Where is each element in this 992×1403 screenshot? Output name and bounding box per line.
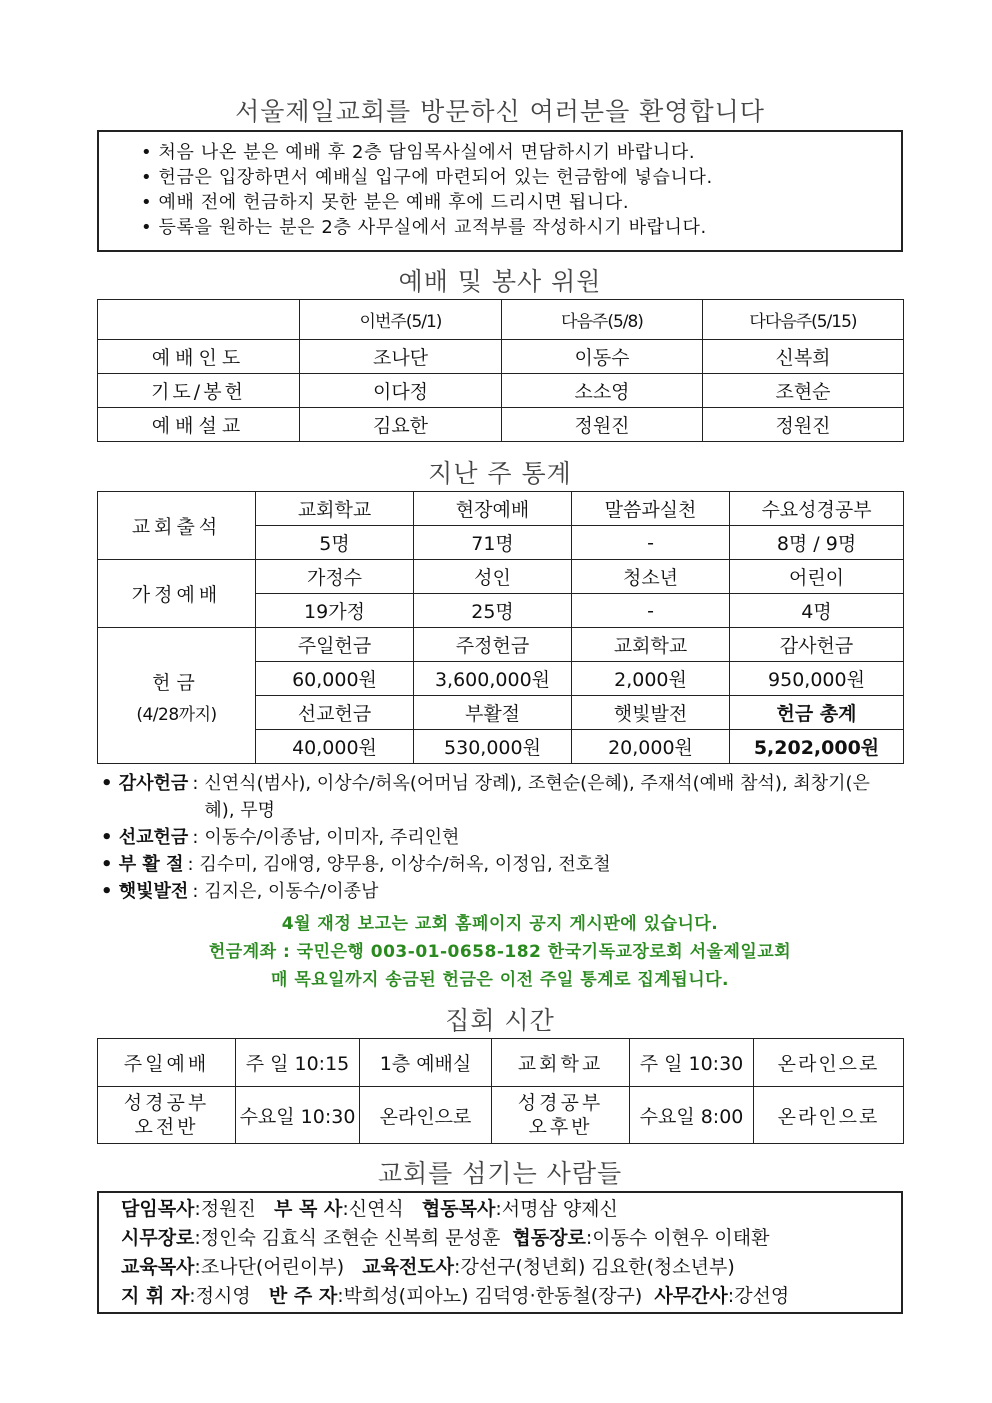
stats-header: 현장예배: [414, 492, 572, 526]
donor-row: [101, 878, 907, 905]
service-role: 기도/봉헌: [98, 374, 300, 408]
attendance-label: 교회출석: [98, 492, 256, 560]
staff-role: 협동목사: [421, 1198, 496, 1220]
donor-sep: :: [192, 773, 199, 794]
stats-value: 4명: [730, 594, 904, 628]
stats-header: 성인: [414, 560, 572, 594]
meeting-name: 성경공부 오전반: [98, 1087, 236, 1144]
stats-header: 주정헌금: [414, 628, 572, 662]
service-cell: 이다정: [300, 374, 502, 408]
announcements: [97, 910, 903, 994]
donor-label: • 선교헌금: [101, 827, 189, 848]
stats-value: 8명 / 9명: [730, 526, 904, 560]
stats-value: 71명: [414, 526, 572, 560]
welcome-item: • 등록을 원하는 분은 2층 사무실에서 교적부를 작성하시기 바랍니다.: [141, 217, 707, 238]
donor-label: • 감사헌금: [101, 773, 189, 794]
stats-value: 25명: [414, 594, 572, 628]
welcome-item: • 처음 나온 분은 예배 후 2층 담임목사실에서 면담하시기 바랍니다.: [141, 142, 696, 163]
service-cell: 소소영: [502, 374, 703, 408]
donor-row: [101, 824, 907, 851]
offering-total-value: 5,202,000원: [730, 730, 904, 764]
stats-value: 3,600,000원: [414, 662, 572, 696]
stats-header: 선교헌금: [256, 696, 414, 730]
service-cell: 조현순: [703, 374, 904, 408]
meeting-place: 온라인으로: [360, 1087, 492, 1144]
stats-table: [97, 491, 904, 764]
staff-names: :정원진: [194, 1198, 256, 1220]
donor-text: 김수미, 김애영, 양무용, 이상수/허옥, 이정임, 전호철: [199, 854, 611, 875]
staff-role: 반 주 자: [268, 1285, 338, 1307]
staff-title: 교회를 섬기는 사람들: [377, 1159, 623, 1188]
announce-line: 매 목요일까지 송금된 헌금은 이전 주일 통계로 집계됩니다.: [270, 970, 729, 990]
stats-header: 부활절: [414, 696, 572, 730]
donor-text: 김지은, 이동수/이종남: [204, 881, 379, 902]
staff-line: [121, 1224, 901, 1253]
welcome-title: 서울제일교회를 방문하신 여러분을 환영합니다: [235, 97, 765, 126]
staff-names: :정인숙 김효식 조현순 신복희 문성훈: [194, 1227, 501, 1249]
staff-line: [121, 1195, 901, 1224]
service-table: [97, 299, 904, 442]
offering-total-header: 헌금 총계: [730, 696, 904, 730]
service-header: 이번주(5/1): [300, 300, 502, 340]
staff-role: 협동장로: [512, 1227, 586, 1249]
announce-line: 4월 재정 보고는 교회 홈페이지 공지 게시판에 있습니다.: [281, 914, 719, 934]
donor-sep: :: [192, 881, 199, 902]
meeting-name: 주일예배: [98, 1039, 236, 1087]
donor-label: • 햇빛발전: [101, 881, 189, 902]
stats-value: 2,000원: [572, 662, 730, 696]
stats-header: 주일헌금: [256, 628, 414, 662]
stats-header: 어린이: [730, 560, 904, 594]
staff-role: 시무장로: [121, 1227, 195, 1249]
donor-sep: :: [187, 854, 194, 875]
service-role: 예배설교: [98, 408, 300, 442]
staff-names: :신연식: [342, 1198, 404, 1220]
staff-names: :강선구(청년회) 김요한(청소년부): [454, 1256, 735, 1278]
service-cell: 조나단: [300, 340, 502, 374]
staff-line: [121, 1282, 901, 1311]
staff-role: 교육전도사: [362, 1256, 455, 1278]
stats-header: 교회학교: [256, 492, 414, 526]
stats-header: 가정수: [256, 560, 414, 594]
stats-value: -: [572, 526, 730, 560]
service-role: 예배인도: [98, 340, 300, 374]
donor-label: • 부 활 절: [101, 854, 184, 875]
donor-row: [101, 770, 907, 824]
meeting-time: 주 일 10:15: [236, 1039, 360, 1087]
staff-role: 교육목사: [121, 1256, 195, 1278]
meeting-place: 온라인으로: [754, 1039, 904, 1087]
staff-names: :이동수 이현우 이태환: [585, 1227, 770, 1249]
service-header: 다다음주(5/15): [703, 300, 904, 340]
meeting-time: 주 일 10:30: [630, 1039, 754, 1087]
stats-header: 교회학교: [572, 628, 730, 662]
service-cell: 정원진: [502, 408, 703, 442]
welcome-notice-box: [97, 130, 903, 252]
staff-names: :정시영: [189, 1285, 251, 1307]
stats-title: 지난 주 통계: [428, 459, 572, 488]
offering-label-cell: [98, 628, 256, 764]
welcome-item: • 헌금은 입장하면서 예배실 입구에 마련되어 있는 헌금함에 넣습니다.: [141, 167, 713, 188]
staff-role: 지 휘 자: [121, 1285, 190, 1307]
stats-value: 5명: [256, 526, 414, 560]
meeting-time: 수요일 10:30: [236, 1087, 360, 1144]
meeting-time: 수요일 8:00: [630, 1087, 754, 1144]
service-header: [98, 300, 300, 340]
service-cell: 신복희: [703, 340, 904, 374]
stats-value: 20,000원: [572, 730, 730, 764]
service-cell: 정원진: [703, 408, 904, 442]
donor-sep: :: [192, 827, 199, 848]
donor-list: [101, 770, 907, 905]
meetings-title: 집회 시간: [445, 1006, 555, 1035]
staff-role: 부 목 사: [274, 1198, 343, 1220]
offering-sublabel: (4/28까지): [136, 705, 217, 725]
donor-text: 이동수/이종남, 이미자, 주리인현: [204, 827, 460, 848]
staff-names: :조나단(어린이부): [194, 1256, 345, 1278]
stats-header: 청소년: [572, 560, 730, 594]
welcome-item: • 예배 전에 헌금하지 못한 분은 예배 후에 드리시면 됩니다.: [141, 192, 630, 213]
service-title: 예배 및 봉사 위원: [398, 267, 602, 296]
meeting-place: 온라인으로: [754, 1087, 904, 1144]
staff-names: :박희성(피아노) 김덕영·한동철(장구): [337, 1285, 643, 1307]
staff-names: :서명삼 양제신: [495, 1198, 618, 1220]
announce-line: 헌금계좌 : 국민은행 003-01-0658-182 한국기독교장로회 서울제일교회: [208, 942, 792, 962]
service-cell: 이동수: [502, 340, 703, 374]
donor-row: [101, 851, 907, 878]
meeting-place: 1층 예배실: [360, 1039, 492, 1087]
offering-label: 헌금: [152, 672, 201, 694]
family-label: 가정예배: [98, 560, 256, 628]
stats-header: 햇빛발전: [572, 696, 730, 730]
donor-text: 신연식(범사), 이상수/허옥(어머님 장례), 조현순(은혜), 주재석(예배 참석), 최창기(은혜), 무명: [204, 773, 870, 821]
service-cell: 김요한: [300, 408, 502, 442]
staff-line: [121, 1253, 901, 1282]
stats-value: 60,000원: [256, 662, 414, 696]
stats-header: 수요성경공부: [730, 492, 904, 526]
service-header: 다음주(5/8): [502, 300, 703, 340]
stats-value: -: [572, 594, 730, 628]
meeting-name: 교회학교: [492, 1039, 630, 1087]
staff-names: :강선영: [727, 1285, 790, 1307]
staff-role: 사무간사: [654, 1285, 728, 1307]
staff-role: 담임목사: [121, 1198, 195, 1220]
meeting-name: 성경공부 오후반: [492, 1087, 630, 1144]
stats-value: 19가정: [256, 594, 414, 628]
meetings-table: [97, 1038, 904, 1144]
stats-header: 말씀과실천: [572, 492, 730, 526]
staff-box: [97, 1191, 903, 1314]
stats-value: 40,000원: [256, 730, 414, 764]
stats-value: 950,000원: [730, 662, 904, 696]
stats-value: 530,000원: [414, 730, 572, 764]
stats-header: 감사헌금: [730, 628, 904, 662]
